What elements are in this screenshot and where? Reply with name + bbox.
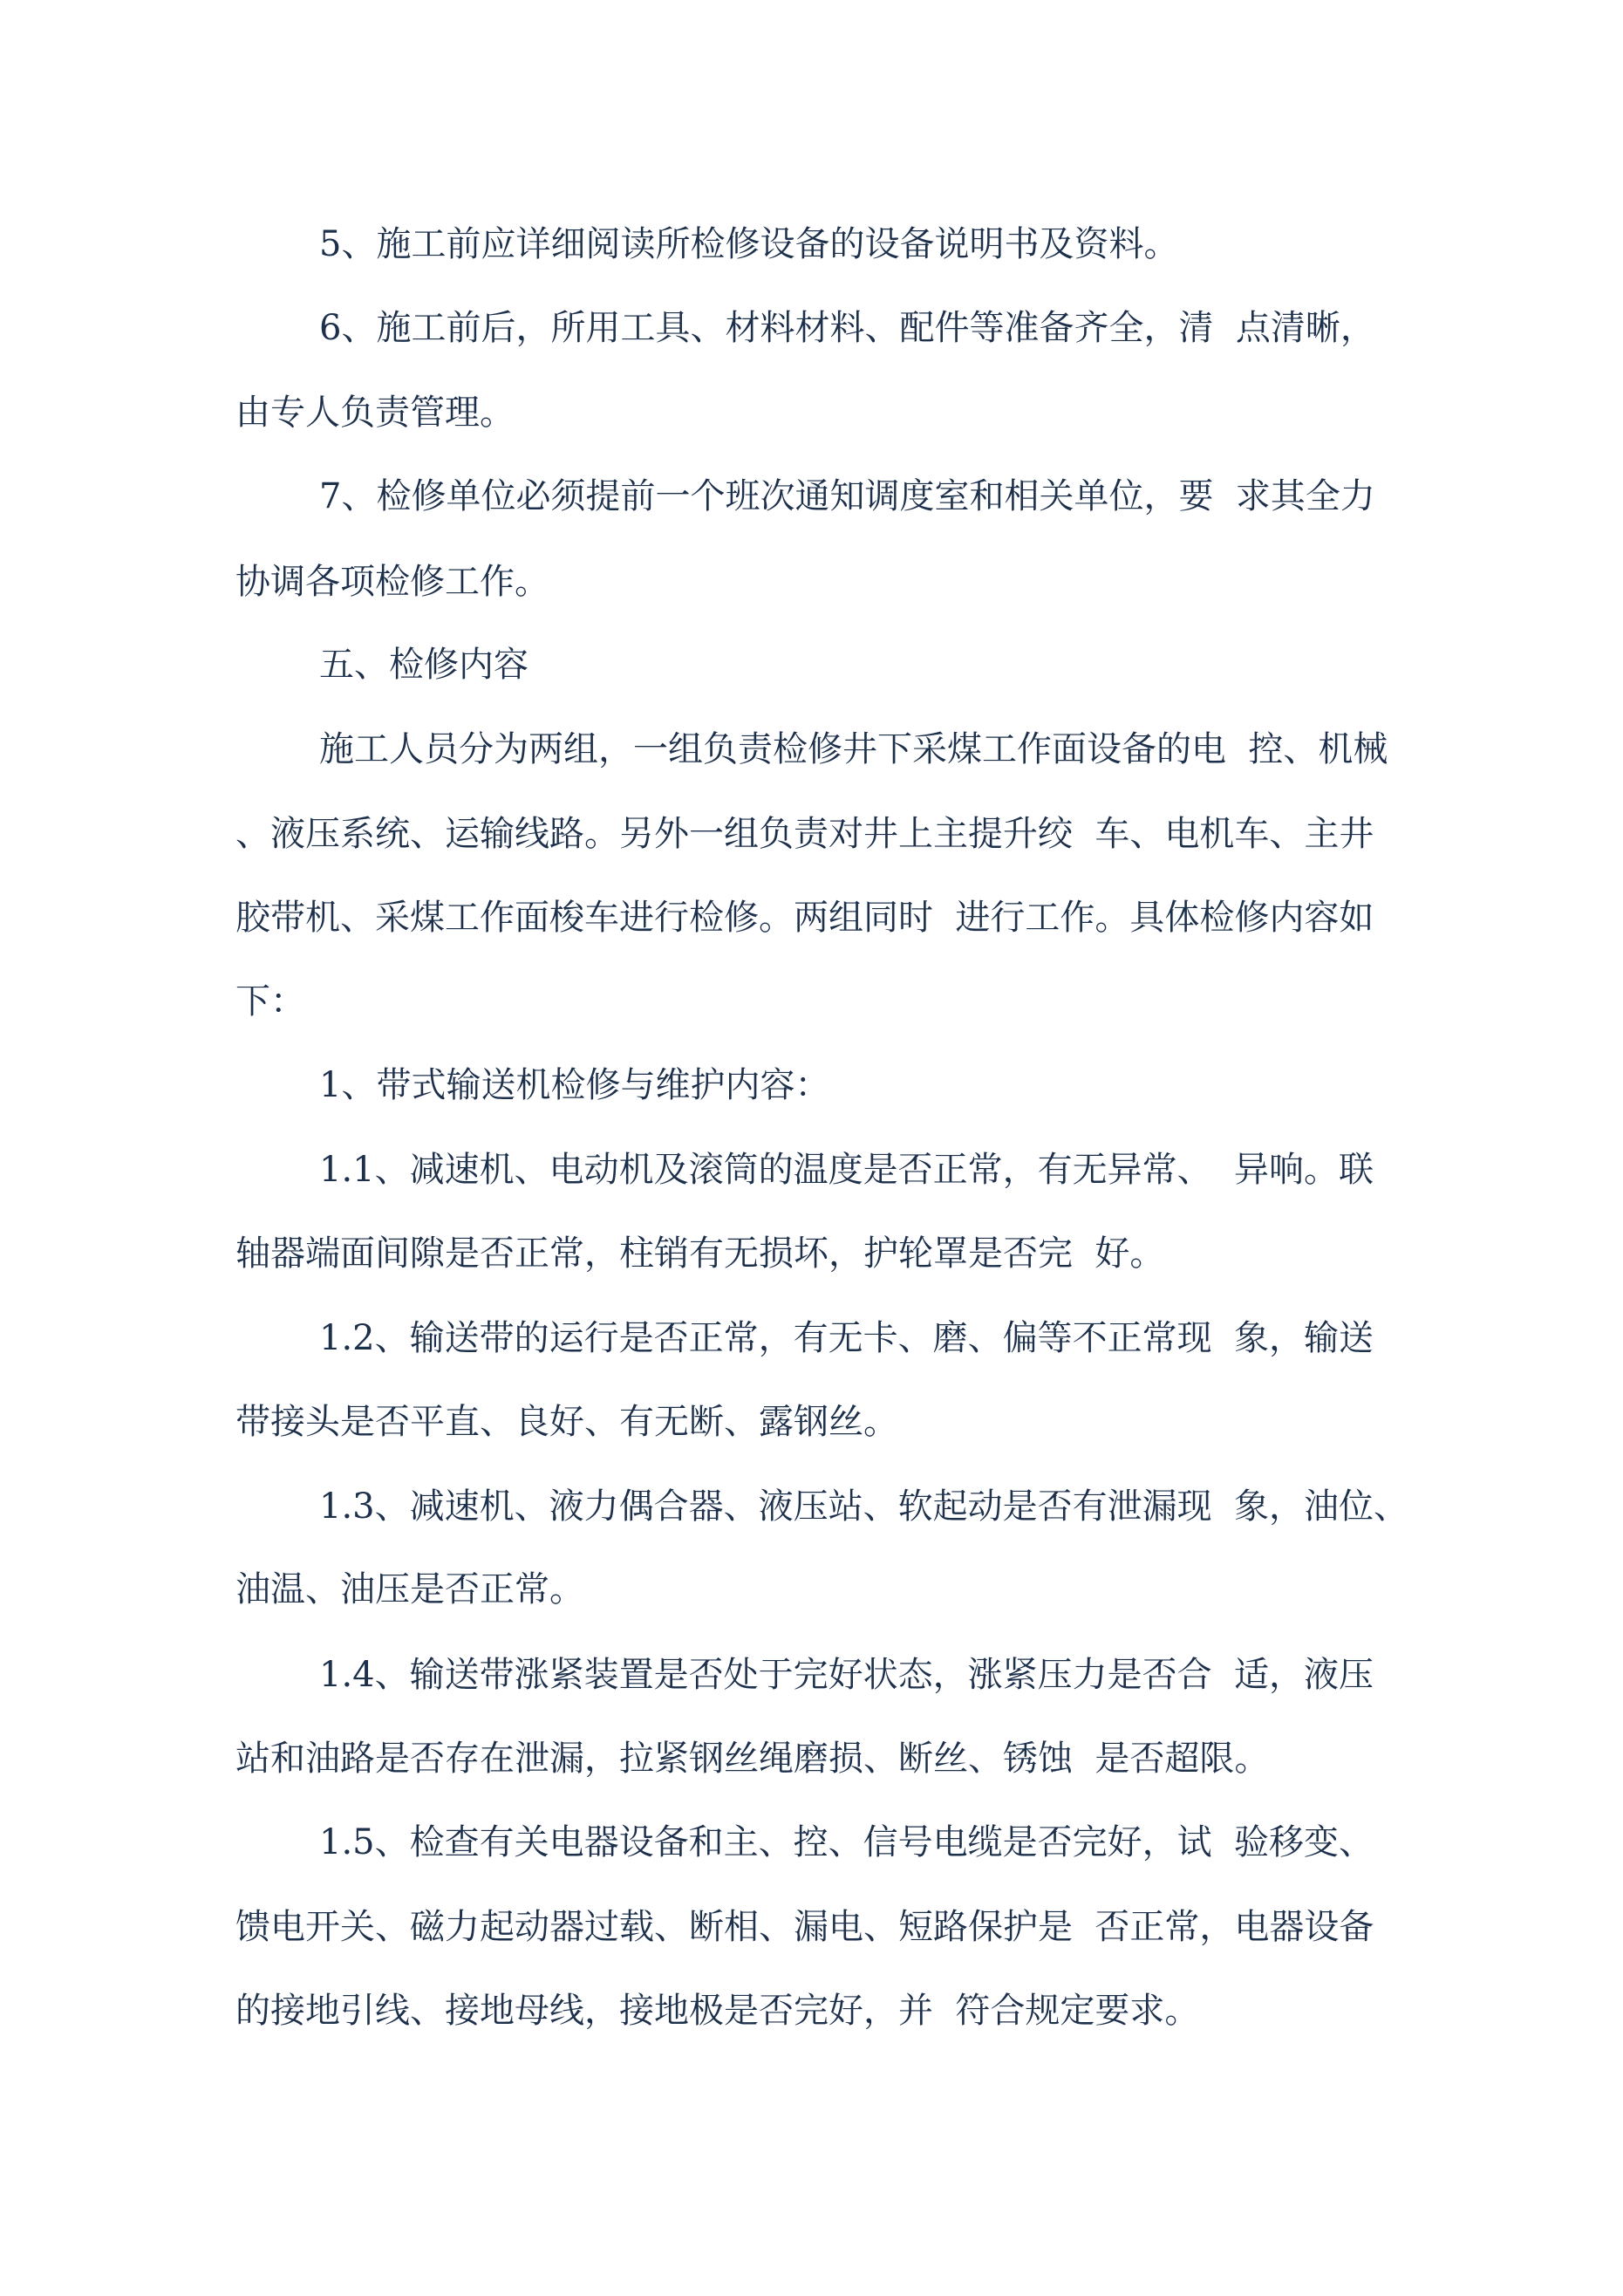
text-line: 站和油路是否存在泄漏，拉紧钢丝绳磨损、断丝、锈蚀 是否超限。	[235, 1739, 1270, 1779]
text-line: 1.4、输送带涨紧装置是否处于完好状态，涨紧压力是否合 适，液压	[319, 1655, 1374, 1695]
text-line: 油温、油压是否正常。	[235, 1569, 584, 1609]
text-line: 1.5、检查有关电器设备和主、控、信号电缆是否完好，试 验移变、	[319, 1822, 1374, 1862]
text-line: 1.3、减速机、液力偶合器、液压站、软起动是否有泄漏现 象，油位、	[319, 1486, 1409, 1527]
text-line: 1.1、减速机、电动机及滚筒的温度是否正常，有无异常、 异响。联	[319, 1150, 1374, 1190]
text-line: 施工人员分为两组，一组负责检修井下采煤工作面设备的电 控、机械	[319, 729, 1388, 769]
text-line: 5、施工前应详细阅读所检修设备的设备说明书及资料。	[319, 224, 1179, 264]
section-heading: 五、检修内容	[319, 645, 528, 685]
text-line: 1.2、输送带的运行是否正常，有无卡、磨、偏等不正常现 象，输送	[319, 1318, 1374, 1358]
text-line: 下：	[235, 981, 305, 1022]
text-line: 协调各项检修工作。	[235, 562, 549, 602]
subsection-heading: 1、带式输送机检修与维护内容：	[319, 1065, 830, 1105]
text-line: 6、施工前后，所用工具、材料材料、配件等准备齐全，清 点清晰，	[319, 308, 1375, 348]
text-line: 胶带机、采煤工作面梭车进行检修。两组同时 进行工作。具体检修内容如	[235, 898, 1374, 938]
text-line: 轴器端面间隙是否正常，柱销有无损坏，护轮罩是否完 好。	[235, 1233, 1165, 1274]
text-line: 带接头是否平直、良好、有无断、露钢丝。	[235, 1402, 898, 1442]
text-line: 、液压系统、运输线路。另外一组负责对井上主提升绞 车、电机车、主井	[235, 814, 1374, 854]
text-line: 7、检修单位必须提前一个班次通知调度室和相关单位，要 求其全力	[319, 476, 1375, 516]
text-line: 馈电开关、磁力起动器过载、断相、漏电、短路保护是 否正常，电器设备	[235, 1907, 1374, 1947]
text-line: 的接地引线、接地母线，接地极是否完好，并 符合规定要求。	[235, 1991, 1200, 2031]
text-line: 由专人负责管理。	[235, 393, 515, 433]
